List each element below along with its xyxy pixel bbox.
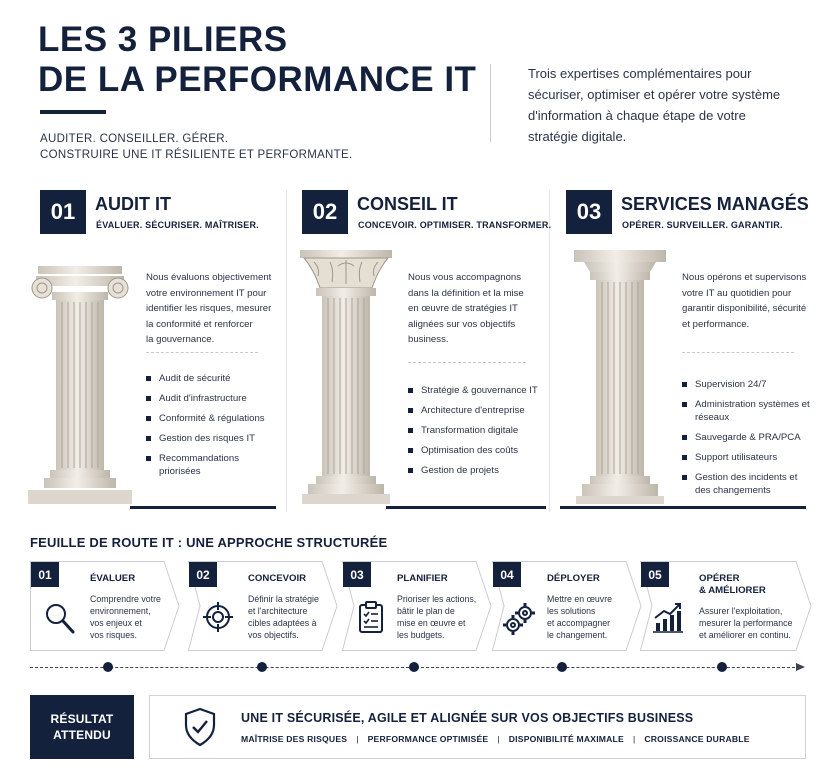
intro-line: Trois expertises complémentaires pour (528, 66, 752, 81)
pillar-subtitle: OPÉRER. SURVEILLER. GARANTIR. (622, 220, 783, 230)
desc-line: et l'architecture (248, 606, 308, 616)
corinthian-column-image (294, 248, 398, 508)
list-item: Stratégie & gouvernance IT (408, 384, 546, 397)
desc-line: bâtir le plan de (397, 606, 455, 616)
step-description (547, 593, 639, 641)
roadmap-step-deployer (492, 561, 642, 651)
roadmap-step-concevoir (188, 561, 338, 651)
result-label-line: ATTENDU (53, 728, 111, 742)
desc-line: garantir disponibilité, sécurité (682, 303, 807, 314)
shield-check-icon (183, 707, 217, 747)
desc-line: business. (408, 334, 449, 345)
step-title: PLANIFIER (397, 573, 448, 584)
pillar-divider (146, 352, 258, 353)
desc-line: environnement, (90, 606, 151, 616)
list-item: Conformité & régulations (146, 412, 276, 425)
pillar-description (682, 270, 816, 332)
list-item: Transformation digitale (408, 424, 546, 437)
tagline-line-2: CONSTRUIRE UNE IT RÉSILIENTE ET PERFORMANTE. (40, 149, 353, 161)
result-tag: MAÎTRISE DES RISQUES (241, 734, 348, 744)
list-item: Support utilisateurs (682, 451, 810, 464)
desc-line: vos objectifs. (248, 630, 299, 640)
title-line-2: DE LA PERFORMANCE IT (38, 60, 477, 99)
desc-line: et améliorer en continu. (699, 630, 791, 640)
intro-line: sécuriser, optimiser et opérer votre système (528, 87, 781, 102)
step-description (248, 593, 334, 641)
pillar-base-line (130, 506, 276, 509)
timeline-arrowhead (796, 663, 805, 671)
desc-line: Prioriser les actions, (397, 594, 477, 604)
list-item: Gestion de projets (408, 464, 546, 477)
desc-line: la gouvernance. (146, 334, 215, 345)
result-tags (241, 734, 750, 744)
title-underline (40, 110, 106, 114)
desc-line: et accompagner (547, 618, 611, 628)
desc-line: en œuvre de stratégies IT (408, 303, 518, 314)
desc-line: Nous évaluons objectivement (146, 272, 272, 283)
desc-line: identifier les risques, mesurer (146, 303, 272, 314)
result-tag: DISPONIBILITÉ MAXIMALE (508, 734, 624, 744)
result-panel (149, 695, 806, 759)
growth-chart-icon (652, 601, 684, 633)
pillar-title: CONSEIL IT (357, 194, 458, 214)
desc-line: vos enjeux et (90, 618, 142, 628)
desc-line: Nous opérons et supervisons (682, 272, 807, 283)
step-number: 04 (493, 562, 521, 587)
roadmap-step-planifier (342, 561, 492, 651)
pillar-base-line (386, 506, 546, 509)
desc-line: vos risques. (90, 630, 137, 640)
step-description (397, 593, 489, 641)
magnifier-icon (44, 601, 76, 635)
doric-column-image (570, 248, 670, 508)
step-number: 05 (641, 562, 669, 587)
list-item: Optimisation des coûts (408, 444, 546, 457)
intro-line: d'information à chaque étape de votre (528, 108, 746, 123)
list-item: Audit d'infrastructure (146, 392, 276, 405)
pillar-subtitle: ÉVALUER. SÉCURISER. MAÎTRISER. (96, 220, 259, 230)
step-description (699, 605, 807, 641)
pillar-title: AUDIT IT (95, 194, 171, 214)
pillar-number: 03 (566, 190, 612, 234)
desc-line: Définir la stratégie (248, 594, 319, 604)
result-headline: UNE IT SÉCURISÉE, AGILE ET ALIGNÉE SUR VOS OBJECTIFS BUSINESS (241, 711, 694, 725)
result-tag: PERFORMANCE OPTIMISÉE (367, 734, 489, 744)
pillar-list (146, 372, 276, 485)
list-item: Gestion des risques IT (146, 432, 276, 445)
intro-text (528, 63, 788, 147)
roadmap-title: FEUILLE DE ROUTE IT : UNE APPROCHE STRUCTURÉE (30, 535, 388, 550)
header-divider (490, 64, 491, 142)
tagline-line-1: AUDITER. CONSEILLER. GÉRER. (40, 133, 229, 145)
pillar-number: 02 (302, 190, 348, 234)
desc-line: les budgets. (397, 630, 445, 640)
checklist-icon (358, 601, 384, 633)
target-icon (202, 601, 234, 633)
tag-separator: | (632, 734, 636, 744)
pillar-title: SERVICES MANAGÉS (621, 194, 809, 214)
timeline-dot (257, 662, 267, 672)
desc-line: Comprendre votre (90, 594, 161, 604)
result-label-line: RÉSULTAT (50, 712, 114, 726)
pillar-separator (286, 190, 287, 512)
list-item: Sauvegarde & PRA/PCA (682, 431, 810, 444)
gears-icon (502, 601, 538, 635)
desc-line: Assurer l'exploitation, (699, 606, 783, 616)
desc-line: cibles adaptées à (248, 618, 317, 628)
page-title (38, 20, 476, 100)
tagline (40, 131, 352, 163)
step-description (90, 593, 176, 641)
list-item: Architecture d'entreprise (408, 404, 546, 417)
pillar-divider (682, 352, 794, 353)
step-title-line: OPÉRER (699, 573, 740, 584)
desc-line: votre environnement IT pour (146, 287, 267, 299)
desc-line: dans la définition et la mise (408, 287, 524, 299)
pillar-separator (549, 190, 550, 512)
list-item: Audit de sécurité (146, 372, 276, 385)
desc-line: votre IT au quotidien pour (682, 287, 792, 299)
step-number: 02 (189, 562, 217, 587)
pillar-description (408, 270, 546, 348)
pillar-divider (408, 362, 526, 363)
pillar-description (146, 270, 280, 348)
result-tag: CROISSANCE DURABLE (644, 734, 750, 744)
step-title-line: & AMÉLIORER (699, 585, 766, 596)
timeline-dot (557, 662, 567, 672)
step-title: CONCEVOIR (248, 573, 307, 584)
desc-line: mise en œuvre et (397, 618, 466, 628)
pillar-list (408, 384, 546, 484)
roadmap-step-operer (640, 561, 812, 651)
desc-line: mesurer la performance (699, 618, 793, 628)
tag-separator: | (356, 734, 359, 744)
title-line-1: LES 3 PILIERS (38, 20, 288, 59)
ionic-column-image (28, 262, 132, 508)
timeline-dot (717, 662, 727, 672)
intro-line: stratégie digitale. (528, 129, 627, 144)
roadmap-step-evaluer (30, 561, 180, 651)
result-label (30, 695, 134, 759)
desc-line: Nous vous accompagnons (408, 272, 522, 283)
step-number: 03 (343, 562, 371, 587)
desc-line: le changement. (547, 630, 608, 640)
list-item: Gestion des incidents et des changements (682, 471, 810, 497)
list-item: Recommandations priorisées (146, 452, 276, 478)
step-title (699, 573, 766, 597)
step-number: 01 (31, 562, 59, 587)
step-title: DÉPLOYER (547, 573, 600, 584)
tag-separator: | (497, 734, 500, 744)
pillar-list (682, 378, 810, 504)
desc-line: et performance. (682, 318, 750, 330)
timeline-dot (409, 662, 419, 672)
desc-line: la conformité et renforcer (146, 318, 253, 330)
list-item: Administration systèmes et réseaux (682, 398, 810, 424)
desc-line: Mettre en œuvre (547, 594, 613, 604)
pillar-number: 01 (40, 190, 86, 234)
desc-line: les solutions (547, 606, 596, 616)
list-item: Supervision 24/7 (682, 378, 810, 391)
step-title: ÉVALUER (90, 573, 136, 584)
desc-line: alignées sur vos objectifs (408, 318, 516, 330)
pillar-subtitle: CONCEVOIR. OPTIMISER. TRANSFORMER. (358, 220, 552, 230)
timeline-dot (103, 662, 113, 672)
